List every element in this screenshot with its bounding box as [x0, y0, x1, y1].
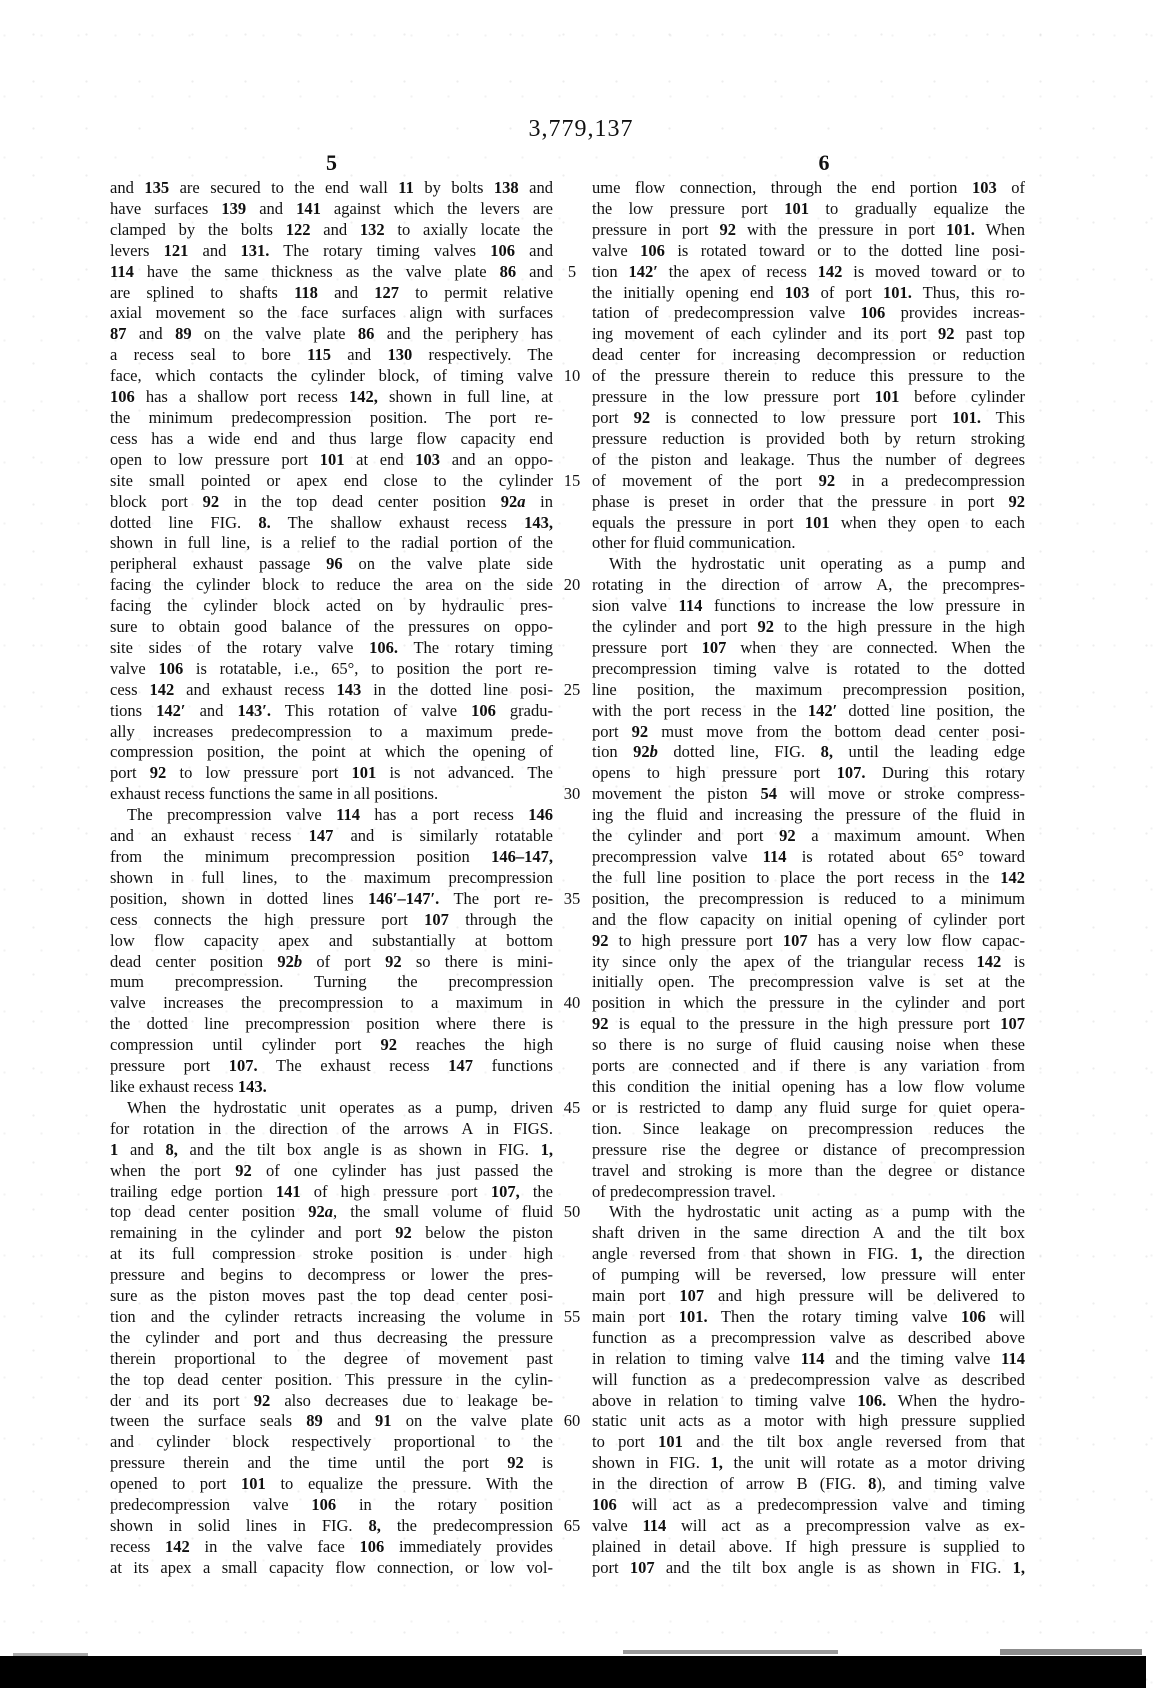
- text-line: shown in solid lines in FIG. 8, the predecompression: [110, 1516, 553, 1535]
- text-line: cess has a wide end and thus large flow capacity end: [110, 428, 553, 448]
- text-line: position, shown in dotted lines 146′–147′. The port re-: [110, 888, 553, 908]
- scan-artifact-gray-strip: [623, 1650, 838, 1654]
- text-line: compression until cylinder port 92 reaches the high: [110, 1035, 553, 1055]
- text-line: and 135 are secured to the end wall 11 by bolts 138 and: [110, 178, 553, 197]
- text-line: valve 106 is rotatable, i.e., 65°, to position the port re-: [110, 658, 553, 678]
- text-line: face, which contacts the cylinder block, of timing valve: [110, 366, 553, 386]
- text-line: movement the piston 54 will move or stroke compress-: [592, 784, 1025, 804]
- text-line: equals the pressure in port 101 when they open to each: [592, 512, 1026, 532]
- text-line: clamped by the bolts 122 and 132 to axially locate the: [110, 219, 554, 239]
- text-line: therein proportional to the degree of movement past: [110, 1348, 553, 1368]
- text-line: angle reversed from that shown in FIG. 1, the direction: [592, 1244, 1025, 1264]
- text-line: and cylinder block respectively proportional to the: [110, 1432, 553, 1452]
- line-number: 20: [563, 575, 581, 595]
- text-line: site sides of the rotary valve 106. The rotary timing: [110, 637, 553, 657]
- scan-artifact-black-bar: [0, 1656, 1146, 1688]
- text-line: port 92 is connected to low pressure port 101. This: [592, 407, 1025, 427]
- text-line: ing movement of each cylinder and its port 92 past top: [592, 324, 1025, 344]
- line-number: 5: [567, 261, 577, 281]
- text-line: this condition the initial opening has a low flow volume: [592, 1076, 1025, 1096]
- text-line: rotating in the direction of arrow A, the precompres-: [592, 575, 1025, 595]
- line-number: 10: [563, 366, 581, 386]
- text-line: the cylinder and port 92 a maximum amount. When: [592, 826, 1026, 846]
- text-line: the full line position to place the port recess in the 142: [592, 867, 1025, 887]
- text-line: main port 107 and high pressure will be delivered to: [592, 1286, 1025, 1306]
- text-line: 87 and 89 on the valve plate 86 and the periphery has: [110, 324, 553, 344]
- text-line: 114 have the same thickness as the valve plate 86 and: [110, 261, 553, 281]
- text-line: site small pointed or apex end close to the cylinder: [110, 470, 553, 490]
- text-line: tions 142′ and 143′. This rotation of valve 106 gradu-: [110, 700, 553, 720]
- text-line: main port 101. Then the rotary timing valve 106 will: [592, 1306, 1025, 1326]
- text-line: dead center for increasing decompression or reduction: [592, 345, 1025, 365]
- text-line: and the flow capacity on initial opening of cylinder port: [592, 909, 1025, 929]
- text-line: pressure port 107 when they are connected. When the: [592, 637, 1025, 657]
- text-line: pressure in port 92 with the pressure in port 101. When: [592, 219, 1025, 239]
- text-line: static unit acts as a motor with high pressure supplied: [592, 1411, 1025, 1431]
- text-line: ume flow connection, through the end portion 103 of: [592, 178, 1026, 197]
- line-number: 30: [563, 784, 581, 804]
- line-number: 45: [563, 1097, 581, 1117]
- text-line: 92 to high pressure port 107 has a very low flow capac-: [592, 930, 1025, 950]
- line-number: 15: [563, 470, 581, 490]
- text-line: The precompression valve 114 has a port recess 146: [127, 805, 553, 825]
- line-number: 35: [563, 888, 581, 908]
- text-line: at its full compression stroke position is under high: [110, 1244, 553, 1264]
- text-line: 92 is equal to the pressure in the high pressure port 107: [592, 1014, 1025, 1034]
- text-line: low flow capacity apex and substantially at bottom: [110, 930, 553, 950]
- text-line: facing the cylinder block to reduce the area on the side: [110, 575, 553, 595]
- text-line: the top dead center position. This pressure in the cylin-: [110, 1369, 553, 1389]
- patent-number: 3,779,137: [528, 116, 634, 142]
- text-line: trailing edge portion 141 of high pressure port 107, the: [110, 1181, 553, 1201]
- text-line: valve 106 is rotated toward or to the dotted line posi-: [592, 240, 1026, 260]
- text-line: open to low pressure port 101 at end 103 and an oppo-: [110, 449, 554, 469]
- text-line: of the pressure therein to reduce this pressure to the: [592, 366, 1025, 386]
- text-line: pressure therein and the time until the port 92 is: [110, 1453, 553, 1473]
- text-line: cess connects the high pressure port 107 through the: [110, 909, 553, 929]
- text-line: shown in full line, is a relief to the radial portion of the: [110, 533, 553, 553]
- text-line: to port 101 and the tilt box angle reversed from that: [592, 1432, 1026, 1452]
- text-line: of the piston and leakage. Thus the number of degrees: [592, 449, 1025, 469]
- text-line: port 92 to low pressure port 101 is not advanced. The: [110, 763, 553, 783]
- text-line: opens to high pressure port 107. During this rotary: [592, 763, 1025, 783]
- text-line: precompression valve 114 is rotated about 65° toward: [592, 847, 1026, 866]
- text-line: tation of predecompression valve 106 provides increas-: [592, 303, 1025, 323]
- text-line: der and its port 92 also decreases due to leakage be-: [110, 1390, 554, 1410]
- text-line: valve 114 will act as a precompression valve as ex-: [592, 1516, 1026, 1535]
- text-line: ports are connected and if there is any variation from: [592, 1056, 1025, 1076]
- line-number: 55: [563, 1306, 581, 1326]
- text-line: precompression timing valve is rotated to the dotted: [592, 658, 1025, 678]
- text-line: peripheral exhaust passage 96 on the valve plate side: [110, 554, 553, 574]
- text-line: block port 92 in the top dead center position 92a in: [110, 491, 553, 511]
- text-line: the cylinder and port 92 to the high pressure in the high: [592, 617, 1025, 637]
- text-line: pressure port 107. The exhaust recess 147 functions: [110, 1056, 553, 1076]
- text-line: when the port 92 of one cylinder has just passed the: [110, 1160, 553, 1180]
- text-line: other for fluid communication.: [592, 533, 796, 553]
- text-line: the low pressure port 101 to gradually equalize the: [592, 198, 1026, 218]
- text-line: with the port recess in the 142′ dotted line position, the: [592, 700, 1025, 720]
- text-line: line position, the maximum precompression position,: [592, 679, 1025, 699]
- text-line: position in which the pressure in the cylinder and port: [592, 993, 1025, 1013]
- text-line: exhaust recess functions the same in all positions.: [110, 784, 439, 804]
- text-line: phase is preset in order that the pressure in port 92: [592, 491, 1025, 511]
- text-line: travel and stroking is more than the degree or distance: [592, 1160, 1025, 1180]
- text-line: sure as the piston moves past the top dead center posi-: [110, 1286, 553, 1306]
- text-line: tion. Since leakage on precompression reduces the: [592, 1118, 1025, 1138]
- text-line: With the hydrostatic unit operating as a pump and: [609, 554, 1025, 574]
- text-line: will function as a predecompression valve as described: [592, 1369, 1025, 1389]
- patent-text-column-left: [110, 178, 553, 1579]
- text-line: predecompression valve 106 in the rotary position: [110, 1495, 553, 1515]
- text-line: pressure in the low pressure port 101 before cylinder: [592, 387, 1025, 407]
- line-number: 50: [563, 1202, 581, 1222]
- text-line: 106 has a shallow port recess 142, shown in full line, at: [110, 387, 553, 407]
- text-line: valve increases the precompression to a maximum in: [110, 993, 553, 1013]
- text-line: 106 will act as a predecompression valve and timing: [592, 1495, 1025, 1515]
- text-line: the minimum predecompression position. The port re-: [110, 407, 553, 427]
- text-line: sure to obtain good balance of the pressures on oppo-: [110, 617, 553, 637]
- line-number: 40: [563, 993, 581, 1013]
- text-line: top dead center position 92a, the small volume of fluid: [110, 1202, 553, 1222]
- text-line: so there is no surge of fluid causing noise when these: [592, 1035, 1025, 1055]
- text-line: like exhaust recess 143.: [110, 1076, 267, 1096]
- text-line: plained in detail above. If high pressure is supplied to: [592, 1536, 1025, 1556]
- text-line: shown in FIG. 1, the unit will rotate as a motor driving: [592, 1453, 1025, 1473]
- column-number-right: 6: [818, 150, 830, 175]
- column-number-left: 5: [326, 150, 337, 175]
- text-line: shaft driven in the same direction A and the tilt box: [592, 1223, 1025, 1243]
- text-line: the cylinder and port and thus decreasing the pressure: [110, 1327, 553, 1347]
- text-line: of predecompression travel.: [592, 1181, 776, 1201]
- text-line: tween the surface seals 89 and 91 on the valve plate: [110, 1411, 553, 1431]
- text-line: pressure reduction is provided both by return stroking: [592, 428, 1025, 448]
- text-line: With the hydrostatic unit acting as a pump with the: [609, 1202, 1025, 1222]
- text-line: position, the precompression is reduced to a minimum: [592, 888, 1025, 908]
- text-line: tion and the cylinder retracts increasing the volume in: [110, 1306, 553, 1326]
- text-line: opened to port 101 to equalize the pressure. With the: [110, 1474, 554, 1494]
- text-line: a recess seal to bore 115 and 130 respectively. The: [110, 345, 554, 365]
- text-line: initially open. The precompression valve is set at the: [592, 972, 1025, 992]
- text-line: from the minimum precompression position 146–147,: [110, 847, 553, 866]
- text-line: ing the fluid and increasing the pressure of the fluid in: [592, 805, 1025, 825]
- text-line: recess 142 in the valve face 106 immediately provides: [110, 1536, 553, 1556]
- text-line: pressure and begins to decompress or lower the pres-: [110, 1265, 553, 1285]
- text-line: mum precompression. Turning the precompression: [110, 972, 553, 992]
- text-line: of movement of the port 92 in a predecompression: [592, 470, 1025, 490]
- line-number: 60: [563, 1411, 581, 1431]
- patent-text-column-right: [592, 178, 1025, 1579]
- text-line: facing the cylinder block acted on by hydraulic pres-: [110, 596, 553, 616]
- text-line: above in relation to timing valve 106. When the hydro-: [592, 1390, 1025, 1410]
- text-line: 1 and 8, and the tilt box angle is as shown in FIG. 1,: [110, 1139, 554, 1159]
- text-line: port 107 and the tilt box angle is as shown in FIG. 1,: [592, 1557, 1025, 1577]
- text-line: function as a precompression valve as described above: [592, 1327, 1025, 1347]
- text-line: have surfaces 139 and 141 against which the levers are: [110, 198, 553, 218]
- text-line: or is restricted to damp any fluid surge for quiet opera-: [592, 1097, 1025, 1117]
- text-line: the dotted line precompression position where there is: [110, 1014, 553, 1034]
- text-line: and an exhaust recess 147 and is similarly rotatable: [110, 826, 553, 846]
- text-line: When the hydrostatic unit operates as a pump, driven: [127, 1097, 553, 1117]
- text-line: tion 92b dotted line, FIG. 8, until the leading edge: [592, 742, 1026, 762]
- text-line: tion 142′ the apex of recess 142 is moved toward or to: [592, 261, 1026, 281]
- text-line: in relation to timing valve 114 and the timing valve 114: [592, 1348, 1025, 1368]
- text-line: dotted line FIG. 8. The shallow exhaust recess 143,: [110, 512, 553, 532]
- text-line: shown in full lines, to the maximum precompression: [110, 867, 553, 887]
- text-line: cess 142 and exhaust recess 143 in the dotted line posi-: [110, 679, 553, 699]
- text-line: ity since only the apex of the triangular recess 142 is: [592, 951, 1025, 971]
- text-line: remaining in the cylinder and port 92 below the piston: [110, 1223, 553, 1243]
- text-line: for rotation in the direction of the arrows A in FIGS.: [110, 1118, 553, 1138]
- text-line: the initially opening end 103 of port 101. Thus, this ro-: [592, 282, 1026, 302]
- text-line: levers 121 and 131. The rotary timing valves 106 and: [110, 240, 553, 260]
- text-line: dead center position 92b of port 92 so there is mini-: [110, 951, 553, 971]
- line-number: 65: [563, 1515, 581, 1535]
- text-line: compression position, the point at which the opening of: [110, 742, 553, 762]
- text-line: are splined to shafts 118 and 127 to permit relative: [110, 282, 554, 302]
- text-line: pressure rise the degree or distance of precompression: [592, 1139, 1025, 1159]
- text-line: axial movement so the face surfaces align with surfaces: [110, 303, 553, 323]
- text-line: of pumping will be reversed, low pressure will enter: [592, 1265, 1025, 1285]
- text-line: sion valve 114 functions to increase the low pressure in: [592, 596, 1025, 616]
- line-number: 25: [563, 679, 581, 699]
- text-line: in the direction of arrow B (FIG. 8), and timing valve: [592, 1474, 1025, 1494]
- text-line: port 92 must move from the bottom dead center posi-: [592, 721, 1025, 741]
- text-line: at its apex a small capacity flow connection, or low vol-: [110, 1557, 553, 1577]
- scan-artifact-gray-strip: [1000, 1649, 1142, 1655]
- text-line: ally increases predecompression to a maximum prede-: [110, 721, 553, 741]
